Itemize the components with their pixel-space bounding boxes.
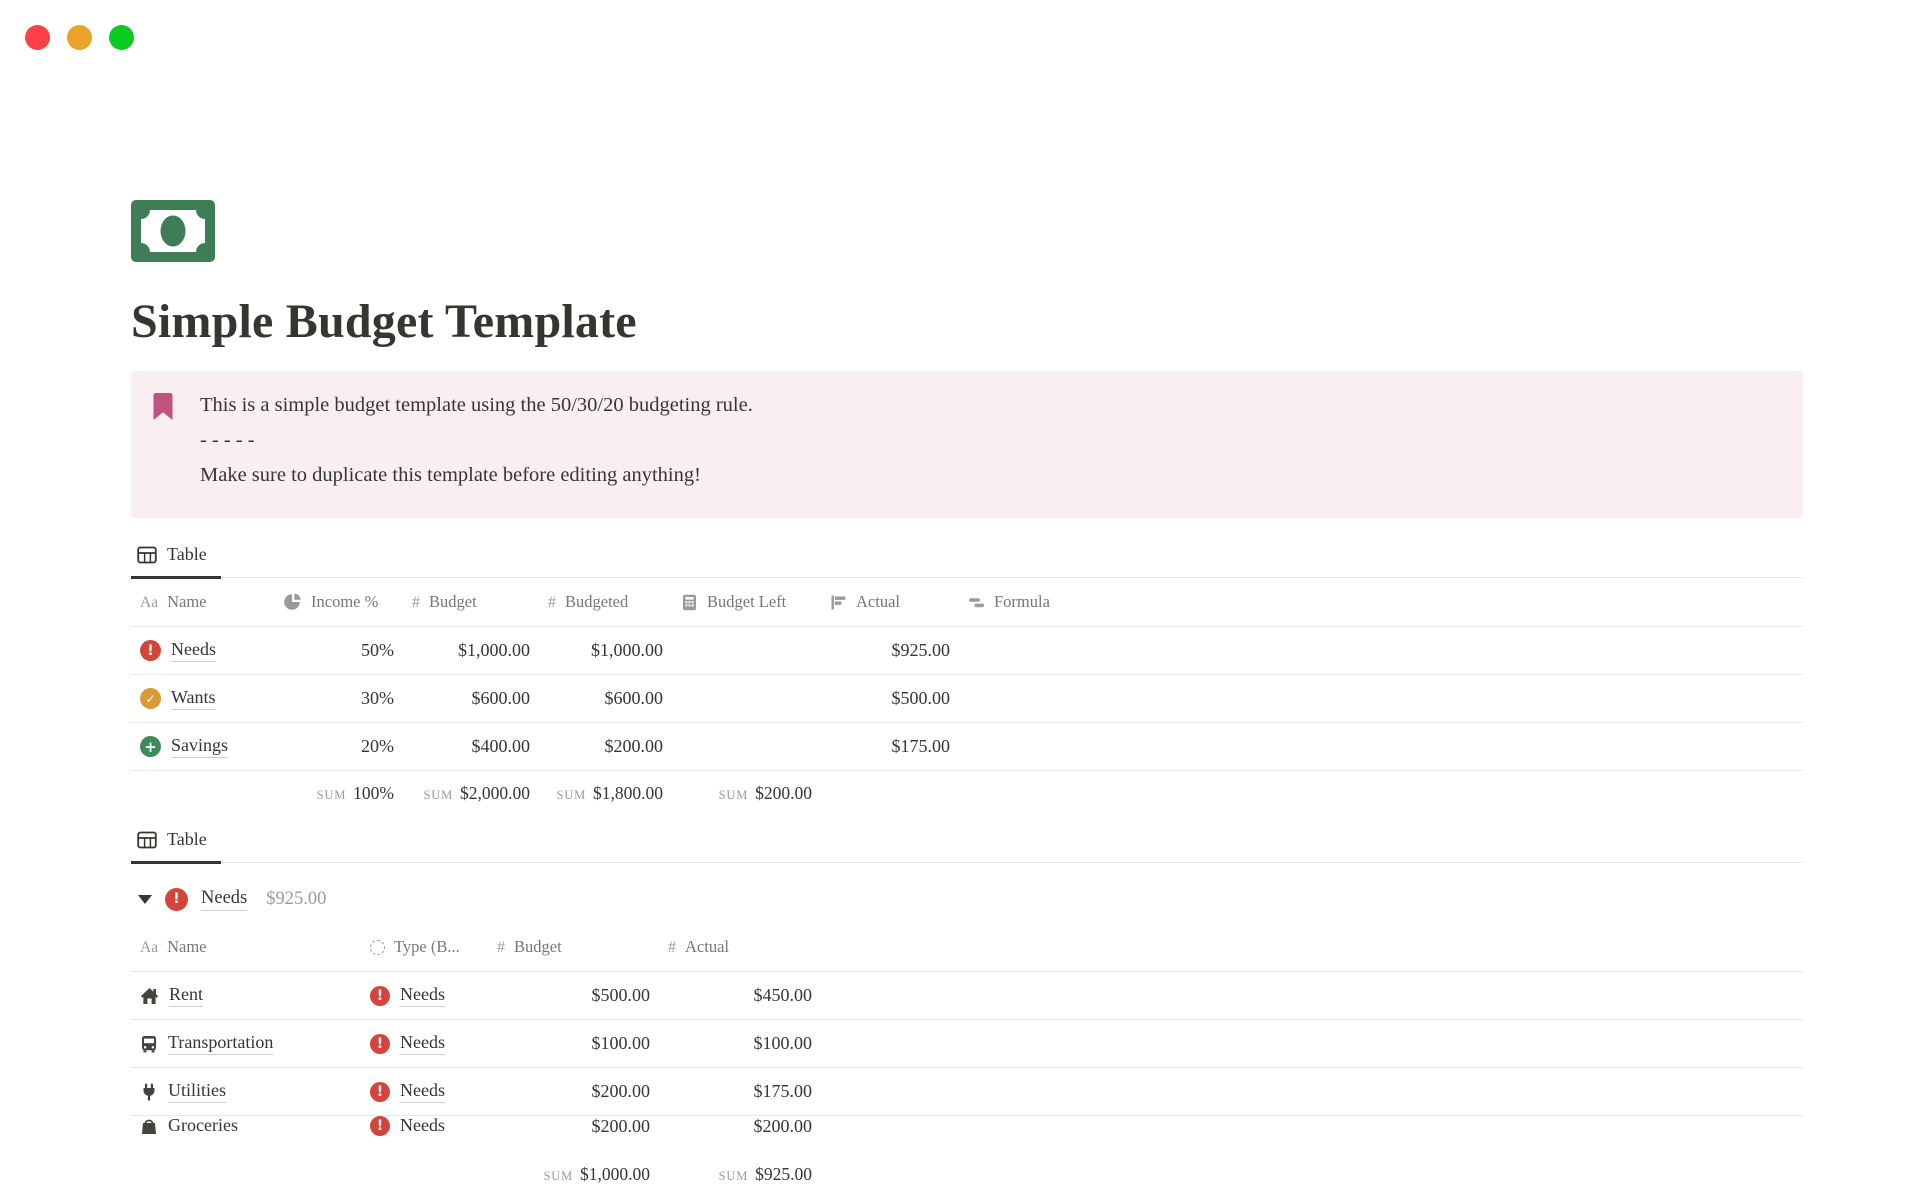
window-controls <box>25 25 134 50</box>
number-icon <box>497 937 505 957</box>
cell-income[interactable]: 30% <box>361 688 394 709</box>
callout-line-2: - - - - - <box>200 429 255 452</box>
sum-budgeted[interactable]: SUM $1,800.00 <box>556 782 663 803</box>
sum-budget[interactable]: SUM $2,000.00 <box>423 782 530 803</box>
tab-label: Table <box>167 829 207 850</box>
sum-budgeted-value: $1,800.00 <box>593 782 663 803</box>
sum-budget-left[interactable]: SUM $200.00 <box>718 782 812 803</box>
bus-icon <box>140 1035 158 1053</box>
check-orange-icon <box>140 688 161 709</box>
row-link-utilities[interactable]: Utilities <box>168 1080 226 1103</box>
cell-budget[interactable]: $200.00 <box>591 1081 650 1102</box>
budget-table-header <box>131 578 1803 627</box>
callout-line-3: Make sure to duplicate this template before editing anything! <box>200 464 701 487</box>
detail-table-sum-row <box>131 1154 1803 1194</box>
row-link-needs[interactable]: Needs <box>171 639 216 662</box>
alert-red-icon <box>370 1034 390 1054</box>
budget-table-tab-bar <box>131 538 1803 578</box>
table-grid-icon <box>137 545 157 565</box>
sum-actual-value: $925.00 <box>755 1163 812 1184</box>
column-header-name[interactable]: Aa Name <box>131 592 274 612</box>
sum-budget-value: $2,000.00 <box>460 782 530 803</box>
cell-type[interactable]: ! Needs <box>360 1080 487 1103</box>
number-icon <box>668 937 676 957</box>
column-header-budget[interactable]: # Budget <box>402 592 538 612</box>
alert-red-icon <box>370 1082 390 1102</box>
row-link-transportation[interactable]: Transportation <box>168 1032 273 1055</box>
sum-budget-left-value: $200.00 <box>755 782 812 803</box>
plus-green-icon <box>140 736 161 757</box>
formula-icon <box>968 594 985 611</box>
cell-budget[interactable]: $400.00 <box>471 736 530 757</box>
alert-red-icon <box>140 640 161 661</box>
cell-actual[interactable]: $175.00 <box>753 1081 812 1102</box>
callout-line-1: This is a simple budget template using the 50/30/20 budgeting rule. <box>200 394 753 417</box>
table-row-savings <box>131 723 1803 771</box>
groceries-icon <box>140 1117 158 1135</box>
tab-table-view-2[interactable] <box>131 823 221 864</box>
row-link-rent[interactable]: Rent <box>169 984 203 1007</box>
bookmark-icon <box>153 393 173 420</box>
calculator-icon <box>681 594 698 611</box>
sum-income-value: 100% <box>353 782 394 803</box>
number-icon <box>412 592 420 612</box>
text-icon <box>140 937 158 957</box>
detail-table-header <box>131 923 1803 972</box>
cell-budget[interactable]: $200.00 <box>591 1116 650 1136</box>
table-grid-icon <box>137 830 157 850</box>
tab-table-view-1[interactable] <box>131 538 221 579</box>
cell-actual[interactable]: $100.00 <box>753 1033 812 1054</box>
cell-actual[interactable]: $175.00 <box>891 736 950 757</box>
column-header-income[interactable]: Income % <box>274 592 402 612</box>
cell-actual[interactable]: $450.00 <box>753 985 812 1006</box>
group-header-needs <box>131 875 1803 923</box>
number-icon <box>548 592 556 612</box>
column-header-type[interactable]: Type (B... <box>360 937 487 957</box>
cell-type[interactable]: ! Needs <box>360 1116 487 1136</box>
tab-label: Table <box>167 544 207 565</box>
callout <box>131 371 1803 518</box>
alert-red-icon <box>370 1116 390 1136</box>
cell-budget[interactable]: $1,000.00 <box>458 640 530 661</box>
table-row-groceries <box>131 1116 1803 1136</box>
cell-budget[interactable]: $600.00 <box>471 688 530 709</box>
table-row-utilities <box>131 1068 1803 1116</box>
page-icon-banknote[interactable] <box>131 200 215 262</box>
budget-table-sum-row <box>131 771 1803 815</box>
table-row-needs <box>131 627 1803 675</box>
column-header-budget[interactable]: # Budget <box>487 937 658 957</box>
sum-budget-value: $1,000.00 <box>580 1163 650 1184</box>
cell-type[interactable]: ! Needs <box>360 984 487 1007</box>
cell-budgeted[interactable]: $200.00 <box>604 736 663 757</box>
alert-red-icon <box>370 986 390 1006</box>
text-icon <box>140 592 158 612</box>
chevron-down-icon[interactable] <box>138 895 152 904</box>
table-row-wants <box>131 675 1803 723</box>
row-link-savings[interactable]: Savings <box>171 735 228 758</box>
table-row-transportation <box>131 1020 1803 1068</box>
detail-table-tab-bar <box>131 823 1803 863</box>
cell-actual[interactable]: $200.00 <box>753 1116 812 1136</box>
cell-income[interactable]: 20% <box>361 736 394 757</box>
column-header-actual[interactable]: Actual <box>820 592 958 612</box>
minimize-button[interactable] <box>67 25 92 50</box>
page-title: Simple Budget Template <box>131 295 637 348</box>
row-link-wants[interactable]: Wants <box>171 687 216 710</box>
table-row-rent <box>131 972 1803 1020</box>
column-header-formula[interactable]: Formula <box>958 592 1803 612</box>
bar-chart-icon <box>830 594 847 611</box>
house-icon <box>140 987 159 1005</box>
column-header-budget-left[interactable]: Budget Left <box>671 592 820 612</box>
cell-income[interactable]: 50% <box>361 640 394 661</box>
column-header-actual[interactable]: # Actual <box>658 937 820 957</box>
cell-actual[interactable]: $500.00 <box>891 688 950 709</box>
cell-actual[interactable]: $925.00 <box>891 640 950 661</box>
group-link-needs[interactable]: Needs <box>201 888 247 911</box>
cell-budget[interactable]: $100.00 <box>591 1033 650 1054</box>
cell-budget[interactable]: $500.00 <box>591 985 650 1006</box>
status-icon <box>370 940 385 955</box>
close-button[interactable] <box>25 25 50 50</box>
sum-budget[interactable]: SUM $1,000.00 <box>543 1163 650 1184</box>
group-total: $925.00 <box>266 888 327 909</box>
notion-page <box>131 0 1803 1194</box>
pie-icon <box>284 593 302 611</box>
cell-type[interactable]: ! Needs <box>360 1032 487 1055</box>
cell-budgeted[interactable]: $1,000.00 <box>591 640 663 661</box>
sum-actual[interactable]: SUM $925.00 <box>718 1163 812 1184</box>
column-header-budgeted[interactable]: # Budgeted <box>538 592 671 612</box>
cell-budgeted[interactable]: $600.00 <box>604 688 663 709</box>
row-link-groceries[interactable]: Groceries <box>168 1116 238 1136</box>
sum-income[interactable]: SUM 100% <box>316 782 394 803</box>
column-header-name[interactable]: Aa Name <box>131 937 360 957</box>
plug-icon <box>140 1083 158 1101</box>
alert-red-icon <box>165 888 188 911</box>
